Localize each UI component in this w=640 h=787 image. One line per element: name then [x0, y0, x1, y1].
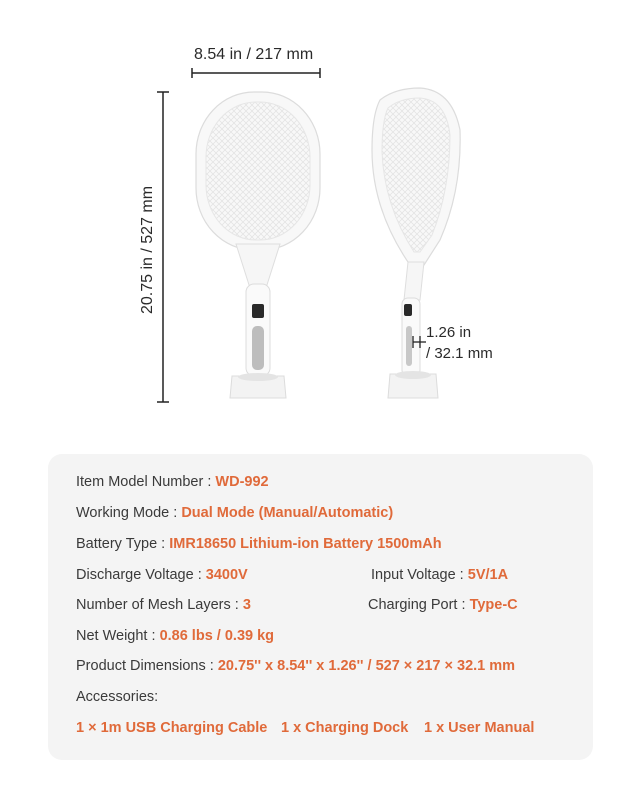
spec-discharge [76, 567, 248, 583]
spec-input-value: 5V/1A [467, 567, 509, 583]
height-dimension-label: 20.75 in / 527 mm [139, 185, 156, 315]
specifications-card [48, 454, 593, 760]
accessory-item: 1 x Charging Dock [281, 720, 409, 736]
spec-mesh-value: 3 [242, 597, 251, 613]
accessory-item: 1 x User Manual [424, 720, 535, 736]
spec-input-label: Input Voltage : [371, 567, 464, 583]
spec-model-label: Item Model Number : [76, 474, 212, 490]
spec-dimensions-value: 20.75'' x 8.54'' x 1.26'' / 527 × 217 × 32.1 mm [217, 658, 516, 674]
spec-mesh [76, 597, 251, 613]
spec-battery [76, 536, 442, 552]
spec-input [371, 567, 508, 583]
spec-port-label: Charging Port : [368, 597, 466, 613]
spec-accessories-label: Accessories: [76, 689, 159, 705]
spec-mode [76, 505, 393, 521]
spec-model [76, 474, 269, 490]
spec-battery-value: IMR18650 Lithium-ion Battery 1500mAh [169, 536, 442, 552]
spec-weight-label: Net Weight : [76, 628, 156, 644]
spec-mode-value: Dual Mode (Manual/Automatic) [181, 505, 394, 521]
accessory-item: 1 × 1m USB Charging Cable [76, 720, 268, 736]
spec-model-value: WD-992 [215, 474, 269, 490]
height-dimension-line [157, 92, 169, 402]
spec-weight-value: 0.86 lbs / 0.39 kg [159, 628, 275, 644]
thickness-label-inches: 1.26 in [426, 324, 472, 341]
racket-front-view [196, 92, 320, 398]
spec-mesh-label: Number of Mesh Layers : [76, 597, 239, 613]
width-dimension-line [192, 68, 320, 78]
thickness-label-mm: / 32.1 mm [426, 345, 493, 362]
spec-discharge-value: 3400V [205, 567, 248, 583]
spec-port [368, 597, 518, 613]
spec-mode-label: Working Mode : [76, 505, 178, 521]
spec-discharge-label: Discharge Voltage : [76, 567, 202, 583]
spec-dimensions [76, 658, 515, 674]
spec-port-value: Type-C [469, 597, 518, 613]
spec-dimensions-label: Product Dimensions : [76, 658, 214, 674]
spec-battery-label: Battery Type : [76, 536, 166, 552]
width-dimension-label: 8.54 in / 217 mm [194, 46, 314, 63]
spec-weight [76, 628, 274, 644]
